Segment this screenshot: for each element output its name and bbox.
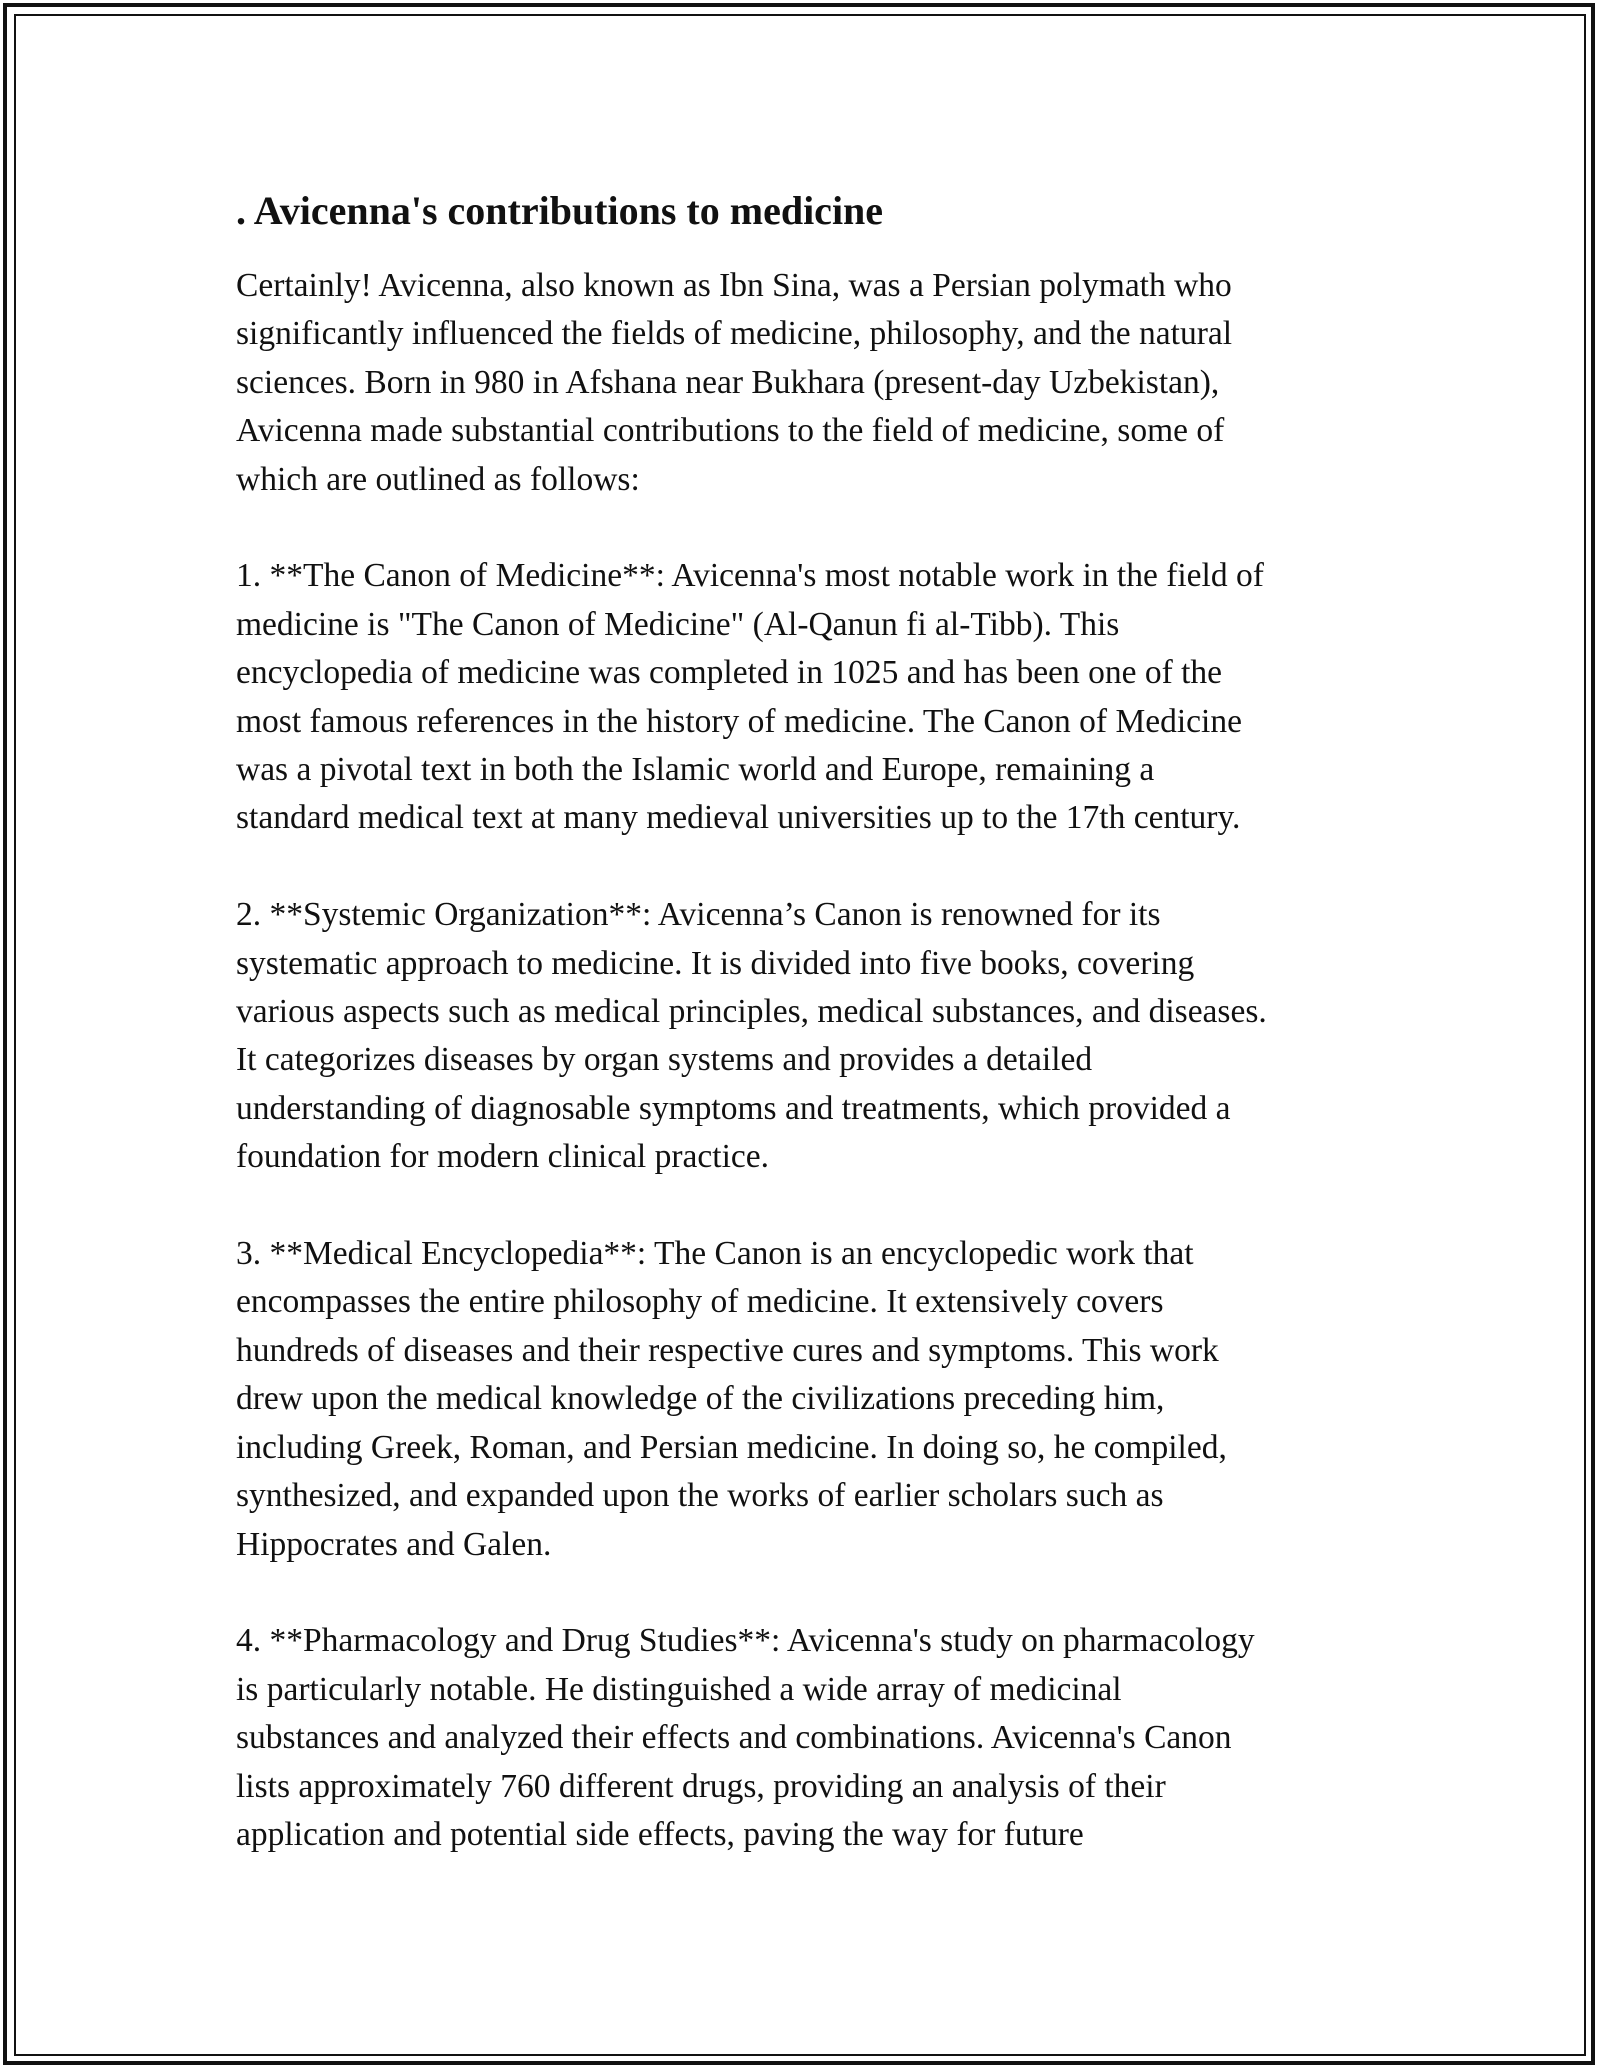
list-item-pharmacology: 4. **Pharmacology and Drug Studies**: Avicenna's study on pharmacology is particularly notable. He distinguished a wide array of medicinal substances and analyzed their effects and combinations. Avicenna's Canon lists approximately 760 different drugs, providing an analysis of their application and potential side effects, paving the way for future [236,1622,1255,1853]
list-item-systemic-organization: 2. **Systemic Organization**: Avicenna’s Canon is renowned for its systematic approach to medicine. It is divided into five books, covering various aspects such as medical principles, medical substances, and diseases. It categorizes diseases by organ systems and provides a detailed understanding of diagnosable symptoms and treatments, which provided a foundation for modern clinical practice. [236,896,1267,1176]
intro-paragraph: Certainly! Avicenna, also known as Ibn Sina, was a Persian polymath who significantly influenced the fields of medicine, philosophy, and the natural sciences. Born in 980 in Afshana near Bukhara (present-day Uzbekistan), Avicenna made substantial contributions to the field of medicine, some of which are outlined as follows: [236,267,1233,498]
list-item-canon-of-medicine: 1. **The Canon of Medicine**: Avicenna's most notable work in the field of medicine is "The Canon of Medicine" (Al-Qanun fi al-Tibb). This encyclopedia of medicine was completed in 1025 and has been one of the most famous references in the history of medicine. The Canon of Medicine was a pivotal text in both the Islamic world and Europe, remaining a standard medical text at many medieval universities up to the 17th century. [236,557,1264,837]
document-body [236,185,1386,1859]
list-item-medical-encyclopedia: 3. **Medical Encyclopedia**: The Canon is an encyclopedic work that encompasses the entire philosophy of medicine. It extensively covers hundreds of diseases and their respective cures and symptoms. This work drew upon the medical knowledge of the civilizations preceding him, including Greek, Roman, and Persian medicine. In doing so, he compiled, synthesized, and expanded upon the works of earlier scholars such as Hippocrates and Galen. [236,1235,1227,1563]
document-title: . Avicenna's contributions to medicine [236,188,884,233]
